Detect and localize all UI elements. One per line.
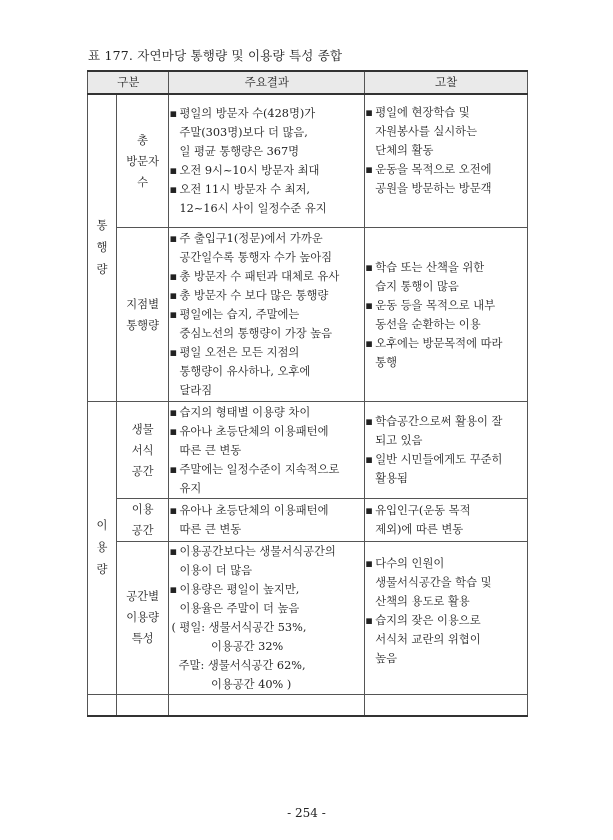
bullet-text-line: 통행 (375, 355, 398, 369)
bullet-item (365, 450, 527, 488)
bullet-text-line: 공간일수록 통행자 수가 높아짐 (179, 251, 333, 264)
bullet-text-line: 유지 (179, 481, 202, 495)
bullet-text-line: 습지의 잦은 이용으로 (375, 614, 481, 627)
subcategory-line: 공간별 (126, 590, 159, 603)
bullet-text-line: 주말(303명)보다 더 많음, (179, 126, 308, 139)
bullet-text-line: 높음 (375, 652, 398, 665)
bullet-text-line: 유아나 초등단체의 이용패턴에 (179, 504, 329, 517)
bullet-icon: ▪ (169, 346, 178, 359)
bullet-icon: ▪ (169, 270, 178, 283)
category-char: 량 (96, 263, 108, 276)
bullet-icon: ▪ (169, 164, 178, 177)
bullet-text-line: 단체의 활동 (375, 144, 434, 157)
results-cell (169, 94, 365, 228)
bullet-icon: ▪ (365, 298, 373, 312)
results-cell (169, 499, 365, 542)
subcategory-line: 공간 (131, 524, 154, 537)
bullet-text-line: 평일 오전은 모든 지점의 (179, 346, 300, 359)
bullet-text-line: 다수의 인원이 (375, 557, 445, 570)
bullet-text-line: 오전 11시 방문자 수 최저, (179, 183, 310, 196)
category-char: 이 (96, 519, 108, 532)
spacer-cell (88, 695, 117, 717)
ratio-text-line: 이용공간 32% (171, 640, 284, 653)
page-number: - 254 - (287, 806, 326, 820)
bullet-icon: ▪ (365, 163, 373, 176)
bullet-text-line: 습지의 형태별 이용량 차이 (179, 405, 311, 419)
subcategory-line: 생물 (131, 422, 154, 436)
spacer-cell (169, 695, 365, 717)
category-char: 용 (96, 541, 108, 554)
bullet-text-line: 평일의 방문자 수(428명)가 (179, 107, 316, 120)
bullet-icon: ▪ (169, 232, 178, 245)
bullet-text-line: 일반 시민들에게도 꾸준히 (375, 453, 503, 466)
bullet-item (169, 403, 364, 422)
table-row (88, 94, 528, 228)
bullet-item (169, 460, 364, 498)
bullet-text-line: 학습공간으로써 활용이 잘 (375, 415, 503, 428)
bullet-icon: ▪ (169, 583, 178, 596)
subcategory-total-visitors (116, 94, 169, 228)
bullet-text-line: 오후에는 방문목적에 따라 (375, 336, 503, 350)
bullet-icon: ▪ (169, 289, 178, 302)
bullet-text-line: 이용이 더 많음 (179, 564, 253, 577)
bullet-icon: ▪ (169, 405, 178, 419)
category-char: 통 (96, 219, 108, 232)
subcategory-point-traffic (116, 228, 169, 402)
bullet-text-line: 운동을 목적으로 오전에 (375, 163, 492, 176)
bullet-item (169, 229, 364, 267)
subcategory-line: 서식 (131, 443, 154, 457)
bullet-icon: ▪ (365, 504, 373, 517)
bullet-item (365, 412, 527, 450)
bullet-icon: ▪ (169, 545, 178, 558)
bullet-icon: ▪ (365, 336, 373, 350)
bullet-text-line: 따른 큰 변동 (179, 443, 242, 457)
discussion-cell (365, 542, 528, 695)
table-row (88, 402, 528, 499)
bullet-item (365, 554, 527, 611)
bullet-icon: ▪ (169, 462, 178, 476)
bullet-item (169, 286, 364, 305)
table-row-spacer (88, 695, 528, 717)
bullet-text-line: 서식처 교란의 위협이 (375, 633, 481, 646)
table-row (88, 228, 528, 402)
bullet-text-line: 동선을 순환하는 이용 (375, 317, 481, 331)
subcategory-use-space (116, 499, 169, 542)
bullet-text-line: 유아나 초등단체의 이용패턴에 (179, 424, 329, 438)
bullet-text-line: 오전 9시~10시 방문자 최대 (179, 164, 320, 177)
bullet-text-line: 습지 통행이 많음 (375, 279, 459, 293)
bullet-item (169, 305, 364, 343)
discussion-cell (365, 94, 528, 228)
bullet-text-line: 공원을 방문하는 방문객 (375, 182, 492, 195)
results-cell (169, 402, 365, 499)
bullet-text-line: 이용량은 평일이 높지만, (179, 583, 300, 596)
subcategory-line: 공간 (131, 464, 154, 478)
bullet-item (169, 161, 364, 180)
ratio-text-line: ( 평일: 생물서식공간 53%, (171, 621, 307, 634)
bullet-icon: ▪ (169, 504, 178, 517)
bullet-item (169, 542, 364, 580)
category-usage (88, 402, 117, 695)
bullet-text-line: 이용공간보다는 생물서식공간의 (179, 545, 336, 558)
subcategory-line: 총 (137, 133, 149, 147)
bullet-icon: ▪ (365, 415, 373, 428)
results-cell (169, 228, 365, 402)
bullet-text-line: 이용율은 주말이 더 높음 (179, 602, 300, 615)
bullet-text-line: 통행량이 유사하나, 오후에 (179, 365, 311, 378)
bullet-item (365, 611, 527, 668)
summary-table (87, 70, 528, 717)
bullet-text-line: 산책의 용도로 활용 (375, 595, 470, 608)
bullet-text-line: 평일에 현장학습 및 (375, 106, 470, 119)
bullet-text-line: 유입인구(운동 목적 (375, 504, 471, 517)
results-cell (169, 542, 365, 695)
bullet-text-line: 학습 또는 산책을 위한 (375, 260, 485, 274)
bullet-text-line: 주말에는 일정수준이 지속적으로 (179, 462, 340, 476)
subcategory-line: 수 (137, 175, 149, 189)
bullet-item (365, 258, 527, 296)
bullet-item (169, 104, 364, 161)
bullet-item (169, 422, 364, 460)
table-header-row (88, 71, 528, 94)
bullet-text-line: 총 방문자 수 보다 많은 통행량 (179, 289, 329, 302)
spacer-cell (365, 695, 528, 717)
bullet-item (169, 267, 364, 286)
ratio-text-line: 주말: 생물서식공간 62%, (171, 659, 306, 672)
bullet-text-line: 총 방문자 수 패턴과 대체로 유사 (179, 270, 340, 283)
bullet-item (365, 296, 527, 334)
category-char: 행 (96, 241, 108, 254)
table-caption: 표 177. 자연마당 통행량 및 이용량 특성 종합 (88, 48, 343, 63)
header-results: 주요결과 (169, 71, 365, 94)
bullet-text-line: 활용됨 (375, 472, 408, 485)
subcategory-line: 지점별 (126, 297, 159, 311)
bullet-icon: ▪ (365, 453, 373, 466)
subcategory-usage-by-space (116, 542, 169, 695)
ratio-text-line: 이용공간 40% ) (171, 678, 292, 691)
bullet-item (365, 334, 527, 372)
spacer-cell (116, 695, 169, 717)
bullet-item (169, 501, 364, 539)
subcategory-line: 방문자 (126, 154, 159, 168)
subcategory-line: 이용량 (126, 611, 159, 624)
bullet-text-line: 중심노선의 통행량이 가장 높음 (179, 327, 333, 340)
bullet-item (169, 343, 364, 400)
bullet-item (169, 180, 364, 218)
table-row (88, 542, 528, 695)
header-category: 구분 (88, 71, 169, 94)
bullet-text-line: 자원봉사를 실시하는 (375, 125, 478, 138)
bullet-icon: ▪ (169, 308, 178, 321)
bullet-text-line: 되고 있음 (375, 434, 423, 447)
subcategory-line: 이용 (131, 503, 154, 516)
category-char: 량 (96, 563, 108, 576)
bullet-item (169, 580, 364, 618)
bullet-icon: ▪ (169, 183, 178, 196)
bullet-text-line: 주 출입구1(정문)에서 가까운 (179, 232, 323, 245)
subcategory-line: 특성 (131, 632, 154, 645)
discussion-cell (365, 402, 528, 499)
bullet-text-line: 운동 등을 목적으로 내부 (375, 298, 496, 312)
header-discussion: 고찰 (365, 71, 528, 94)
bullet-text-line: 달라짐 (179, 384, 213, 397)
discussion-cell (365, 228, 528, 402)
table-row (88, 499, 528, 542)
bullet-text-line: 따른 큰 변동 (179, 523, 242, 536)
bullet-item (365, 501, 527, 539)
category-traffic (88, 94, 117, 402)
bullet-text-line: 생물서식공간을 학습 및 (375, 576, 492, 589)
bullet-icon: ▪ (169, 424, 178, 438)
bullet-icon: ▪ (365, 106, 373, 119)
bullet-text-line: 평일에는 습지, 주말에는 (179, 308, 300, 321)
bullet-text-line: 일 평균 통행량은 367명 (179, 145, 300, 158)
bullet-text-line: 12~16시 사이 일정수준 유지 (179, 202, 327, 215)
bullet-item (365, 160, 527, 198)
discussion-cell (365, 499, 528, 542)
bullet-icon: ▪ (365, 614, 373, 627)
bullet-text-line: 제외)에 따른 변동 (375, 523, 464, 536)
subcategory-line: 통행량 (126, 318, 159, 332)
bullet-item (365, 103, 527, 160)
bullet-icon: ▪ (365, 260, 373, 274)
bullet-icon: ▪ (365, 557, 373, 570)
bullet-icon: ▪ (169, 107, 178, 120)
subcategory-habitat (116, 402, 169, 499)
